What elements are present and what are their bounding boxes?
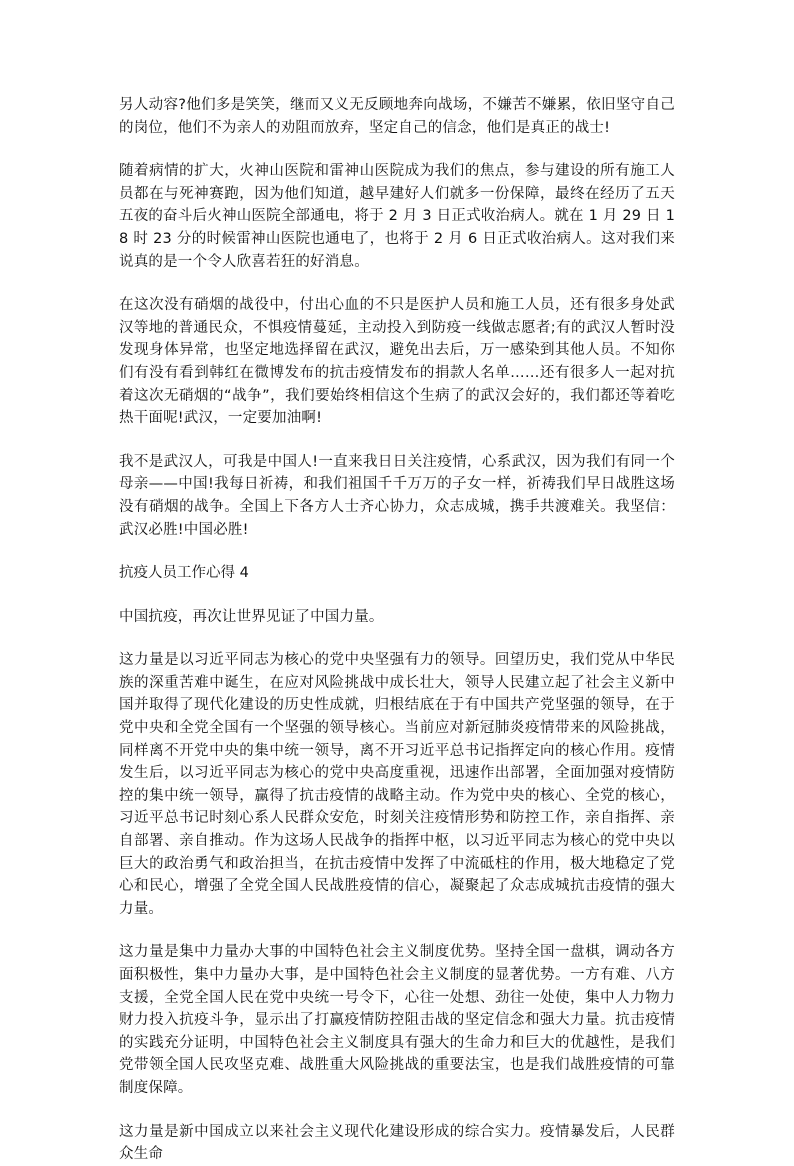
paragraph-gap: [119, 1100, 675, 1121]
paragraph-gap: [119, 541, 675, 562]
paragraph: 另人动容?他们多是笑笑，继而又义无反顾地奔向战场，不嫌苦不嫌累，依旧坚守自己的岗位，他们不为亲人的劝阻而放弃，坚定自己的信念，他们是真正的战士!: [119, 97, 675, 136]
paragraph-gap: [119, 920, 675, 941]
paragraph-gap: [119, 628, 675, 649]
paragraph: 我不是武汉人，可我是中国人!一直来我日日关注疫情，心系武汉，因为我们有同一个母亲——中国!我每日祈祷，和我们祖国千千万万的子女一样，祈祷我们早日战胜这场没有硝烟的战争。全国上下各方人士齐心协力，众志成城，携手共渡难关。我坚信：武汉必胜!中国必胜!: [119, 453, 675, 538]
paragraph-gap: [119, 273, 675, 294]
paragraph: 这力量是以习近平同志为核心的党中央坚强有力的领导。回望历史，我们党从中华民族的深重苦难中诞生，在应对风险挑战中成长壮大，领导人民建立起了社会主义新中国并取得了现代化建设的历史性成就，归根结底在于有中国共产党坚强的领导，在于党中央和全党全国有一个坚强的领导核心。当前应对新冠肺炎疫情带来的风险挑战，同样离不开党中央的集中统一领导，离不开习近平总书记指挥定向的核心作用。疫情发生后，以习近平同志为核心的党中央高度重视，迅速作出部署，全面加强对疫情防控的集中统一领导，赢得了抗击疫情的战略主动。作为党中央的核心、全党的核心，习近平总书记时刻心系人民群众安危，时刻关注疫情形势和防控工作，亲自指挥、亲自部署、亲自推动。作为这场人民战争的指挥中枢，以习近平同志为核心的党中央以巨大的政治勇气和政治担当，在抗击疫情中发挥了中流砥柱的作用，极大地稳定了党心和民心，增强了全党全国人民战胜疫情的信心，凝聚起了众志成城抗击疫情的强大力量。: [119, 652, 675, 917]
paragraph: 这力量是新中国成立以来社会主义现代化建设形成的综合实力。疫情暴发后，人民群众生命: [119, 1123, 675, 1163]
section-heading: 抗疫人员工作心得 4: [119, 565, 249, 582]
paragraph: 这力量是集中力量办大事的中国特色社会主义制度优势。坚持全国一盘棋，调动各方面积极性，集中力量办大事，是中国特色社会主义制度的显著优势。一方有难、八方支援，全党全国人民在党中央统一号令下，心往一处想、劲往一处使，集中人力物力财力投入抗疫斗争，显示出了打赢疫情防控阻击战的坚定信念和强大力量。抗击疫情的实践充分证明，中国特色社会主义制度具有强大的生命力和巨大的优越性，是我们党带领全国人民攻坚克难、战胜重大风险挑战的重要法宝，也是我们战胜疫情的可靠制度保障。: [119, 944, 675, 1096]
paragraph: 中国抗疫，再次让世界见证了中国力量。: [119, 608, 384, 625]
paragraph-gap: [119, 139, 675, 160]
paragraph: 随着病情的扩大，火神山医院和雷神山医院成为我们的焦点，参与建设的所有施工人员都在与死神赛跑，因为他们知道，越早建好人们就多一份保障，最终在经历了五天五夜的奋斗后火神山医院全部通电，将于 2 月 3 日正式收治病人。就在 1 月 29 日 18 时 23 分的时候雷神山医院也通电了，也将于 2 月 6 日正式收治病人。这对我们来说真的是一个令人欣喜若狂的好消息。: [119, 163, 676, 270]
paragraph-gap: [119, 585, 675, 606]
paragraph: 在这次没有硝烟的战役中，付出心血的不只是医护人员和施工人员，还有很多身处武汉等地的普通民众，不惧疫情蔓延，主动投入到防疫一线做志愿者;有的武汉人暂时没发现身体异常，也坚定地选择留在武汉，避免出去后，万一感染到其他人员。不知你们有没有看到韩红在微博发布的抗击疫情发布的捐款人名单……还有很多人一起对抗着这次无硝烟的“战争”，我们要始终相信这个生病了的武汉会好的，我们都还等着吃热干面呢!武汉，一定要加油啊!: [119, 297, 675, 427]
document-page: [119, 94, 675, 1166]
paragraph-gap: [119, 430, 675, 451]
